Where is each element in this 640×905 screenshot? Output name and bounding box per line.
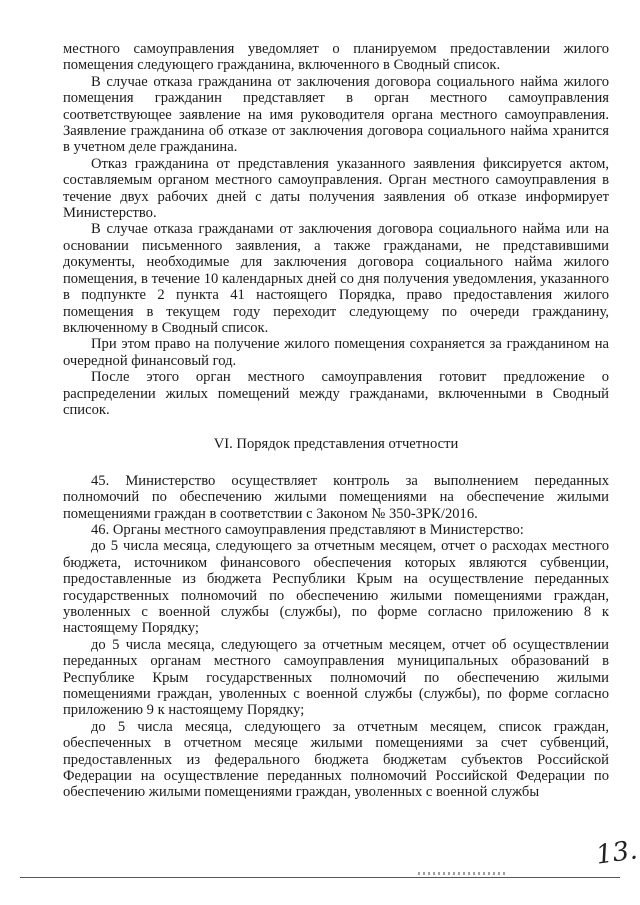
clause-46-item-expense-report: до 5 числа месяца, следующего за отчетным месяцем, отчет о расходах местного бюджета, источником финансового обеспечения которых являются субвенции, предоставленные из бюджета Республики Крым на осуществление переданных государственных полномочий по обеспечению жилыми помещениями граждан, уволенных с военной службы (службы), по форме согласно приложению 8 к настоящему Порядку; — [63, 538, 609, 637]
page-number: 13. — [594, 835, 640, 871]
paragraph-right-retained: При этом право на получение жилого помещения сохраняется за гражданином на очередной финансовый год. — [63, 336, 609, 369]
footer-dots — [418, 872, 508, 875]
clause-45: 45. Министерство осуществляет контроль за выполнением переданных полномочий по обеспечению жилыми помещениями на обеспечение жилыми помещениями граждан в соответствии с Законом № 350-ЗРК/2016. — [63, 472, 609, 522]
paragraph-refusal-statement: В случае отказа гражданина от заключения договора социального найма жилого помещения гражданин представляет в орган местного самоуправления соответствующее заявление на имя руководителя органа местного самоуправления. Заявление гражданина об отказе от заключения договора социального найма хранится в учетном деле гражданина. — [63, 73, 609, 156]
footer-divider — [20, 877, 620, 878]
clause-46-item-powers-report: до 5 числа месяца, следующего за отчетным месяцем, отчет об осуществлении переданных органам местного самоуправления муниципальных образований в Республике Крым государственных полномочий по обеспечению жилыми помещениями граждан, уволенных с военной службы (службы), по форме согласно приложению 9 к настоящему Порядку; — [63, 636, 609, 719]
paragraph-continuation: местного самоуправления уведомляет о планируемом предоставлении жилого помещения следующего гражданина, включенного в Сводный список. — [63, 41, 609, 74]
paragraph-refusal-act: Отказ гражданина от представления указанного заявления фиксируется актом, составляемым органом местного самоуправления. Орган местного самоуправления в течение двух рабочих дней с даты получения заявления об отказе информирует Министерство. — [63, 155, 609, 222]
clause-46: 46. Органы местного самоуправления представляют в Министерство: — [91, 521, 524, 538]
section-heading: VI. Порядок представления отчетности — [213, 436, 459, 453]
document-page — [63, 41, 609, 801]
paragraph-distribution-proposal: После этого орган местного самоуправления готовит предложение о распределении жилых помещений между гражданами, включенными в Сводный список. — [63, 369, 609, 418]
clause-46-item-citizens-list: до 5 числа месяца, следующего за отчетным месяцем, список граждан, обеспеченных в отчетном месяце жилыми помещениями за счет субвенций, предоставленных из федерального бюджета бюджетам субъектов Российской Федерации на осуществление переданных полномочий Российской Федерации по обеспечению жилыми помещениями граждан, уволенных с военной службы — [63, 718, 609, 801]
paragraph-right-transfer: В случае отказа гражданами от заключения договора социального найма или на основании письменного заявления, а также гражданами, не представившими документы, необходимые для заключения договора социального найма жилого помещения, в течение 10 календарных дней со дня получения уведомления, указанного в подпункте 2 пункта 41 настоящего Порядка, право предоставления жилого помещения в текущем году переходит следующему по очереди гражданину, включенному в Сводный список. — [63, 221, 609, 336]
